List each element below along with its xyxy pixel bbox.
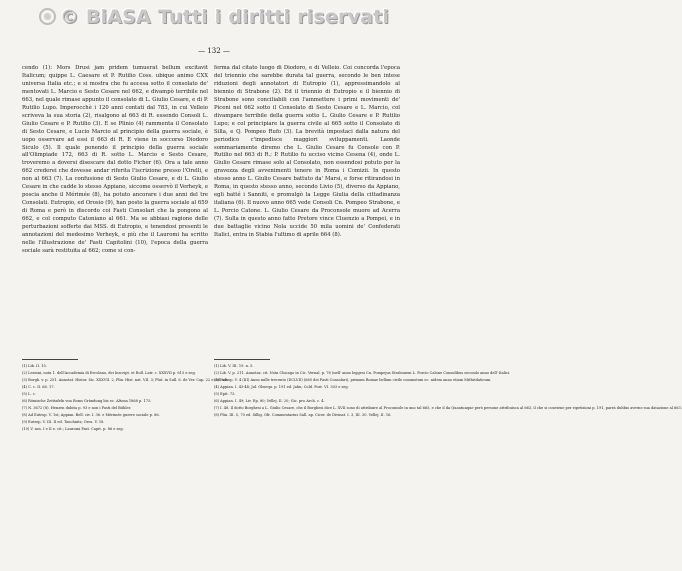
footnote: (2) Lib. V. p. 211. Annotaz. cit. Nota Chicago in Cic. Vernal. p. 78 (nell' anno leggesi Cn. Pompejus Strabonem L. Porcio Calone Consulibus secondo anno dell' Italici.: [214, 371, 511, 376]
footnotes-right: [214, 363, 682, 419]
footnote: (8) Ad Eutrop. V. 1st; Appian. Bell. civ. I. 36. e Mérimée guerre sociale p. 86.: [22, 413, 160, 418]
watermark: [0, 6, 428, 28]
footnote: (9) Eutrop. V. III. II ed. Tauchnitz; Oros. V. 18.: [22, 420, 105, 425]
biasa-logo-icon: [39, 8, 56, 25]
footnote: (10) V. nos. I e II e. cit.; Lauromi Fast. Capit. p. 86 e seg.: [22, 427, 124, 432]
footnote: (5) Epit. 73.: [214, 392, 236, 397]
footnote-rule-left: [22, 359, 78, 360]
footnote: (4) Appian. I. 43-44; Jul. Obsequ. p. 191 ed. Jahn; Cold. Post. VI. 303 e seg.: [214, 385, 349, 390]
footnote: (6) Römische Zeittafeln von Roms Gründung bis ec. Altona 1868 p. 175.: [22, 399, 152, 404]
left-column: [22, 65, 208, 256]
footnote: (7) N. 3672 (8). Henzen dubita p. 93 e non i Fasti del Bühler.: [22, 406, 132, 411]
page-number: — 132 —: [198, 47, 230, 55]
footnote: (2) Lezioni, nota 1. dell'Accademia di Ercolano, dei Inscript. et Roll. Latr. c. XXXVII p. 615 e seg.: [22, 371, 196, 376]
footnote: (1) Lib. II. 15.: [22, 364, 47, 368]
footnote: (3) Eutrop. V. 4 (III) Anno mille trecento (DCLVII) (665 dei Fasti Consolari), primum Romae bellum civile commotum ec. nidem anno etiam Mithridaticum.: [214, 378, 492, 383]
footnote: (3) Borgh. v. p. 251. Annotat. Histor. Sic. XXXVII. 2, Plin. Hist. nat. VII. 3; Plut. in Sull. 6. de Ver. Cap. 22 e del. ult.: [22, 378, 229, 383]
footnote: (7) I. 48. Il dotto Borghesi a L. Giulio Cesare, che il Borghesi dice L. XVII sono di attribuire al Proconsole in uno tal 665, e che il da Quantunque però persone attribuisca al 663, il che si conviene per ripetizioni p. 191, parrà dubbio averne sua datazione al 663.: [214, 406, 682, 411]
footnote-rule-right: [214, 359, 270, 360]
left-column-text: cendo (1): Mors Drusi jam pridem tumuerat bellum excitavit Italicum; quippe L. Caesare et P. Rutilio Coss. ubique animo CXX universa Italia etc.; e si mostra che fu accesa sotto il consolato de' mentovati L. Marcio e Sesto Cesare nel 662, e divampò terribile nel 663, nel quale rimase appunto il consolato di L. Giulio Cesare, e di P. Rutilio Lupo. Imperocchè i 120 anni contati dal 783, in cui Velleio scriveva la sua storia (2), risalgono al 663 di R. essendo Consoli L. Giulio Cesare e P. Rutilio (3). E se Plinio (4) rammenta il Consolato di Sesto Cesare, e Lucio Marcio al principio della guerra sociale, è uopo osservare ad essi il 663 di R. E viene in soccorso Diodoro Siculo (5). Il quale ponendo il principio della guerra sociale all'Olimpiade 172, 663 di R. sotto L. Marcio e Sesto Cesare, troveremo a doversi disescare dal dotto Ficher (6). Ora a tale anno 662 crederei che dovesse andar riferita l'iscrizione presso l'Orelli, e non al 663 (7). La confusione di Sesto Giulio Cesare, e di L. Giulio Cesare in che cadde lo stesso Appiano, siccome osservò il Verheyk, e poscia anche il Mérimée (8), ha potuto ancorare i due anni del tre Consolati. Eutropio, ed Orosio (9), han posto la guerra sociale al 659 di Roma e però in discordo coi Fasti Consolari che la pongono al 662, e col computo Catoniano al 661. Ma se abbiasi ragione delle perturbazioni sofferte dai MSS. di Eutropio, e tenendosi presenti le annotazioni del medesimo Verheyk, e più che il Lauromi ha scritto nelle l'illustrazione de' Fasti Capitolini (10), l'epoca della guerra sociale sarà restituita al 662; come si con-: [22, 65, 208, 254]
footnote: (8) Plin. III. 5, 70 ed. Sillig. Ofr. Commentarius Sall. ap. Cicer. de Divinat. I. 3, III. 30. Vellej. II. 16.: [214, 413, 392, 418]
watermark-text: © BiASA Tutti i diritti riservati: [59, 6, 390, 28]
right-column: [214, 65, 400, 240]
right-column-text: ferma dal citato luogo di Diodoro, e di Velleio. Coi concorda l'epoca del triennio che sarebbe durata tal guerra, secondo le ben intese riduzioni degli annotatori di Eutropio (1), appressimandolo al biennio di Strabone (2). Ed il triennio di Eutropio e il biennio di Strabone sono conciliabili con l'ammettere i primi movimenti de' Piceni nel 662 sotto il Consolato di Sesto Cesare e L. Marcio, col divampare terribile della guerra sotto L. Giulio Cesare e P. Rutilio Lupo; e col principiare la guerra civile al 665 sotto il Consolato di Silla, e Q. Pompeo Rufo (3). La brevità impostaci dalla natura del periodico c'impedisce maggiori sviluppamenti. Laonde sommariamente diremo che L. Giulio Cesare fu Console con P. Rutilio nel 663 di R.; P. Rutilio fu ucciso vicino Cesena (4), onde L. Giulio Cesare rimase solo al Consolato, non essendosi potuto per la gravezza degli avvenimenti tenere in Roma i Comizii. In questo stesso anno L. Giulio Cesare battuto da' Marsi, e forse ritirandosi in Roma, in questo stesso anno, secondo Livio (5), diverso da Appiano, egli batté i Sanniti, e promulgò la Legge Giulia della cittadinanza italiana (6). Il nuovo anno 665 vede Consoli Cn. Pompeo Strabone, e L. Porcio Catone. L. Giulio Cesare da Proconsole muore ad Acerra (7). Sulla in questo anno fatto Pretore vince Cluenzio a Pompei, e in due battaglie vicino Nola uccide 50 mila uomini de' Confederati Italici, entra in Stabia l'ultimo di aprile 664 (8).: [214, 65, 400, 239]
footnote: (5) L. c.: [22, 392, 36, 397]
footnote: (4) C. c. II. 66. 17.: [22, 385, 55, 390]
footnote: (1) Lib. V. III. 19. n. 5.: [214, 364, 254, 368]
footnote: (6) Appian. I. 49; Liv. Ep. 80; Vellej. II. 20; Gic. pro Arch. c. 4.: [214, 399, 325, 404]
